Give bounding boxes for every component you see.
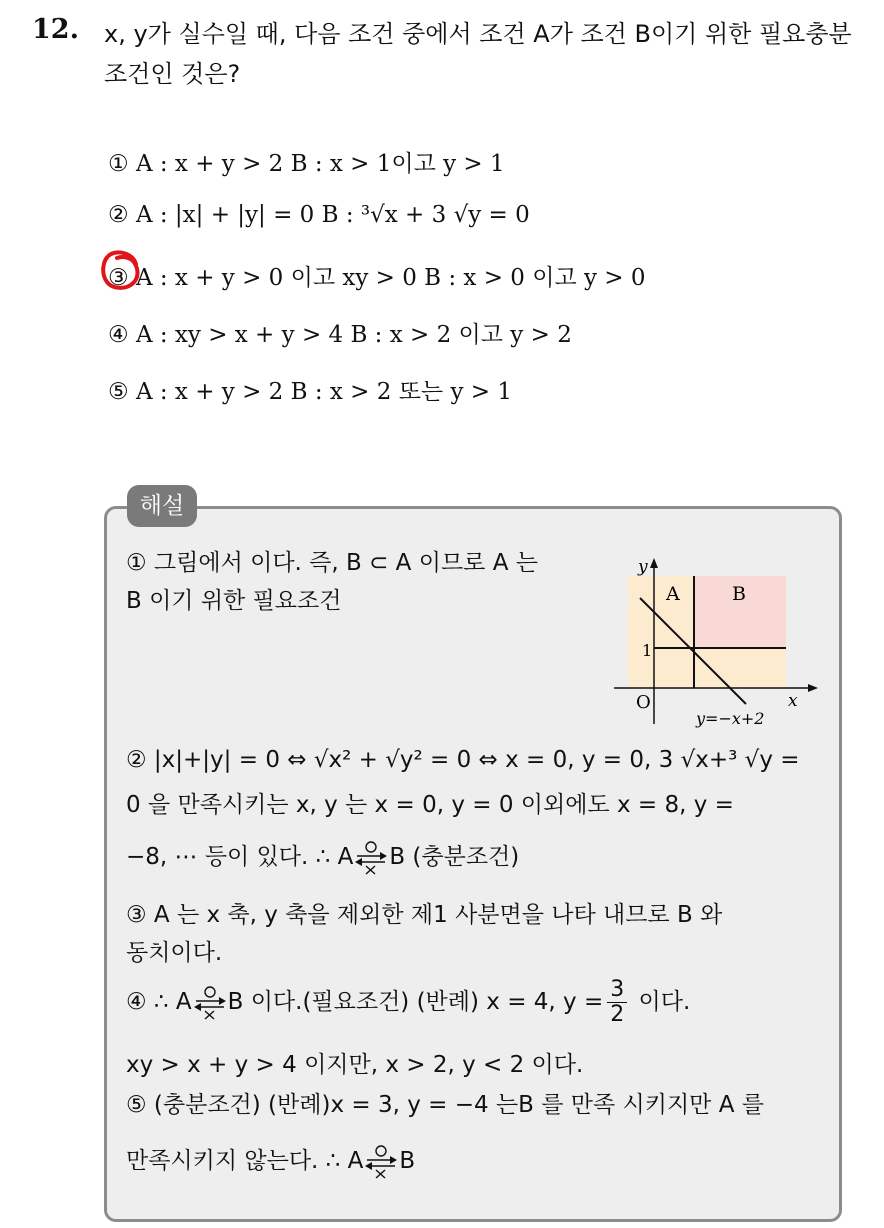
explanation-line-8 xyxy=(126,978,690,1027)
question-number: 12. xyxy=(32,14,79,45)
option-5-text: A : x + y > 2 B : x > 2 또는 y > 1 xyxy=(135,379,512,405)
not-implies-icon xyxy=(192,986,228,1020)
explanation-line-8-start: ④ ∴ A xyxy=(126,989,192,1015)
x-axis-arrow xyxy=(808,684,818,692)
explanation-line-1: ① 그림에서 이다. 즉, B ⊂ A 이므로 A 는 xyxy=(126,550,538,576)
region-a-fill xyxy=(628,576,694,688)
line-equation-label: y=−x+2 xyxy=(696,709,765,728)
tick-1-label: 1 xyxy=(642,641,653,660)
y-axis-label: y xyxy=(638,557,648,577)
explanation-line-4: 0 을 만족시키는 x, y 는 x = 0, y = 0 이외에도 x = 8, y = xyxy=(126,792,734,818)
option-4-text: A : xy > x + y > 4 B : x > 2 이고 y > 2 xyxy=(135,322,572,348)
option-2-marker: ② xyxy=(108,202,129,228)
explanation-line-3: ② |x|+|y| = 0 ⇔ √x² + √y² = 0 ⇔ x = 0, y = 0, 3 √x+³ √y = xyxy=(126,747,800,773)
option-3-marker: ③ xyxy=(108,265,129,291)
fraction-numerator: 3 xyxy=(607,978,627,1003)
not-implies-icon xyxy=(363,1145,399,1179)
explanation-line-8-end: 이다. xyxy=(631,989,691,1015)
region-b-label: B xyxy=(732,583,746,605)
option-5-marker: ⑤ xyxy=(108,379,129,405)
fraction-denominator: 2 xyxy=(610,1002,625,1027)
option-1-text: A : x + y > 2 B : x > 1이고 y > 1 xyxy=(135,151,505,177)
explanation-line-5 xyxy=(126,838,519,875)
explanation-line-5-end: B (충분조건) xyxy=(389,844,520,870)
option-4[interactable] xyxy=(108,316,572,349)
explanation-line-7: 동치이다. xyxy=(126,940,223,966)
option-5[interactable] xyxy=(108,373,512,406)
x-axis-label: x xyxy=(788,691,798,711)
fraction-three-halves xyxy=(607,978,627,1027)
explanation-line-2: B 이기 위한 필요조건 xyxy=(126,588,342,614)
explanation-line-10: ⑤ (충분조건) (반례)x = 3, y = −4 는B 를 만족 시키지만 A 를 xyxy=(126,1092,764,1118)
answer-circle-mark xyxy=(98,248,142,292)
region-graph xyxy=(606,552,826,732)
explanation-line-6: ③ A 는 x 축, y 축을 제외한 제1 사분면을 나타 내므로 B 와 xyxy=(126,902,723,928)
option-1[interactable] xyxy=(108,145,505,178)
region-a-label: A xyxy=(666,583,680,605)
explanation-line-9: xy > x + y > 4 이지만, x > 2, y < 2 이다. xyxy=(126,1052,584,1078)
explanation-line-5-start: −8, ⋯ 등이 있다. ∴ A xyxy=(126,844,354,870)
option-4-marker: ④ xyxy=(108,322,129,348)
question-stem: x, y가 실수일 때, 다음 조건 중에서 조건 A가 조건 B이기 위한 필요충분조건인 것은? xyxy=(104,20,852,88)
option-3-text: A : x + y > 0 이고 xy > 0 B : x > 0 이고 y > 0 xyxy=(135,265,646,291)
explanation-line-11-start: 만족시키지 않는다. ∴ A xyxy=(126,1148,364,1174)
explanation-badge: 해설 xyxy=(127,485,197,527)
option-1-marker: ① xyxy=(108,151,129,177)
region-a-fill-lower xyxy=(694,648,786,688)
y-axis-arrow xyxy=(650,558,658,568)
explanation-line-11 xyxy=(126,1142,415,1179)
option-2-text: A : |x| + |y| = 0 B : ³√x + 3 √y = 0 xyxy=(135,202,530,228)
option-2[interactable] xyxy=(108,202,530,228)
not-implies-icon xyxy=(353,841,389,875)
option-3[interactable] xyxy=(108,259,646,292)
origin-label: O xyxy=(636,692,651,713)
explanation-line-11-end: B xyxy=(399,1148,416,1174)
explanation-line-8-middle: B 이다.(필요조건) (반례) x = 4, y = xyxy=(227,989,604,1015)
